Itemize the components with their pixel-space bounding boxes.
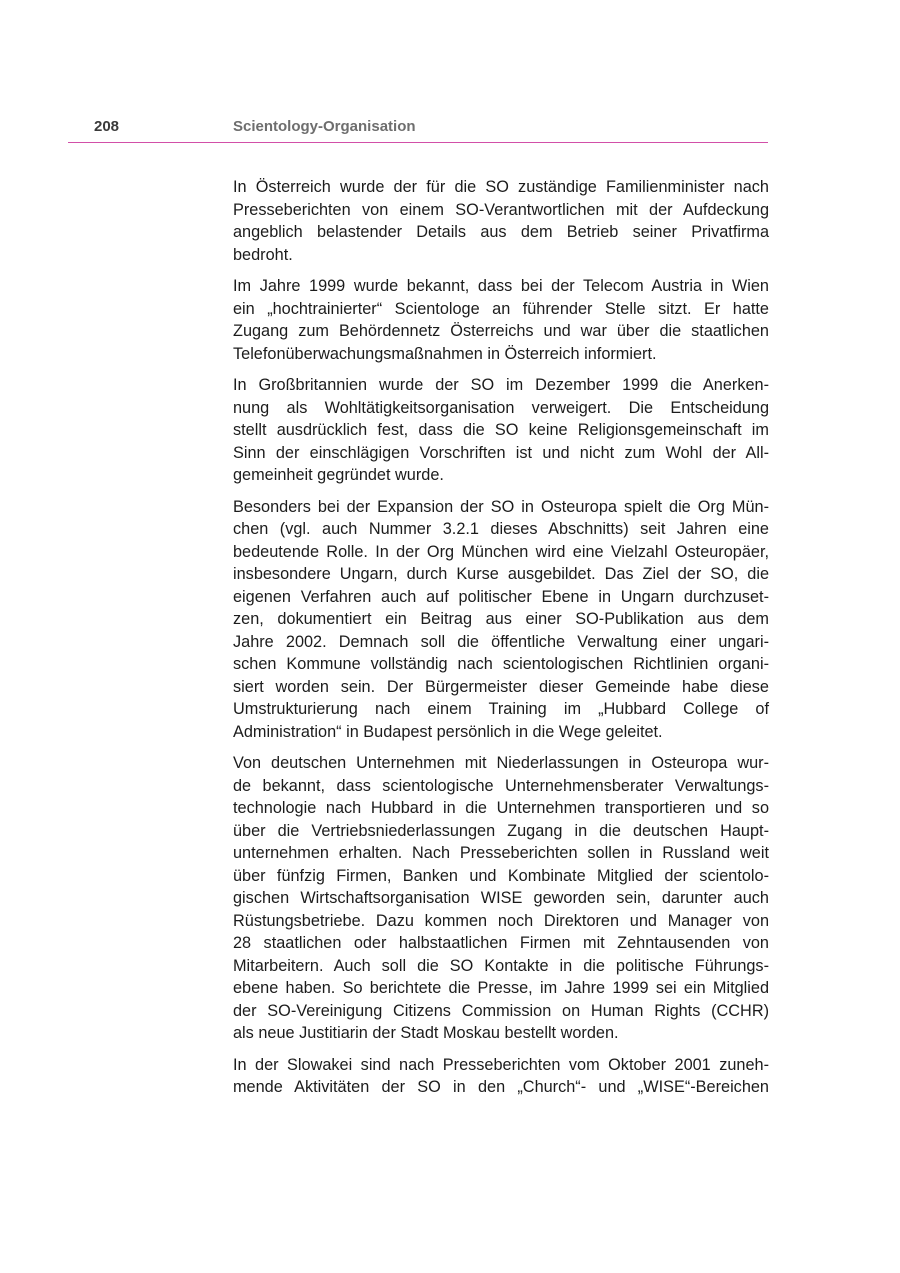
text-line: zen, dokumentiert ein Beitrag aus einer SO-Publikation aus dem — [233, 610, 769, 628]
text-line: Zugang zum Behördennetz Österreichs und war über die staatlichen — [233, 322, 769, 340]
text-line: Sinn der einschlägigen Vorschriften ist und nicht zum Wohl der All- — [233, 443, 769, 462]
text-line: Jahre 2002. Demnach soll die öffentliche Verwaltung einer ungari- — [233, 632, 769, 651]
text-line: bedroht. — [233, 245, 293, 264]
paragraph — [233, 275, 769, 365]
text-line: 28 staatlichen oder halbstaatlichen Firmen mit Zehntausenden von — [233, 934, 769, 952]
text-line: insbesondere Ungarn, durch Kurse ausgebildet. Das Ziel der SO, die — [233, 565, 769, 583]
text-line: bedeutende Rolle. In der Org München wird eine Vielzahl Osteuropäer, — [233, 542, 769, 561]
text-line: ebene haben. So berichtete die Presse, im Jahre 1999 sei ein Mitglied — [233, 979, 769, 997]
text-line: In der Slowakei sind nach Presseberichten vom Oktober 2001 zuneh- — [233, 1055, 769, 1074]
text-line: stellt ausdrücklich fest, dass die SO keine Religionsgemeinschaft im — [233, 421, 769, 439]
body-text — [233, 176, 769, 1108]
paragraph — [233, 1054, 769, 1099]
text-line: unternehmen erhalten. Nach Presseberichten sollen in Russland weit — [233, 844, 769, 862]
text-line: gischen Wirtschaftsorganisation WISE geworden sein, darunter auch — [233, 889, 769, 907]
text-line: In Österreich wurde der für die SO zuständige Familienminister nach — [233, 178, 769, 196]
text-line: nung als Wohltätigkeitsorganisation verweigert. Die Entscheidung — [233, 398, 769, 417]
text-line: ein „hochtrainierter“ Scientologe an führender Stelle sitzt. Er hatte — [233, 299, 769, 318]
text-line: Rüstungsbetriebe. Dazu kommen noch Direktoren und Manager von — [233, 911, 769, 930]
text-line: Administration“ in Budapest persönlich in die Wege geleitet. — [233, 722, 663, 741]
text-line: de bekannt, dass scientologische Unternehmensberater Verwaltungs- — [233, 776, 769, 795]
text-line: Von deutschen Unternehmen mit Niederlassungen in Osteuropa wur- — [233, 754, 769, 772]
text-line: mende Aktivitäten der SO in den „Church“- und „WISE“-Bereichen — [233, 1078, 769, 1096]
text-line: chen (vgl. auch Nummer 3.2.1 dieses Abschnitts) seit Jahren eine — [233, 520, 769, 538]
text-line: gemeinheit gegründet wurde. — [233, 466, 444, 484]
text-line: angeblich belastender Details aus dem Betrieb seiner Privatfirma — [233, 223, 769, 241]
text-line: In Großbritannien wurde der SO im Dezember 1999 die Anerken- — [233, 376, 769, 394]
text-line: technologie nach Hubbard in die Unternehmen transportieren und so — [233, 799, 769, 817]
text-line: über die Vertriebsniederlassungen Zugang in die deutschen Haupt- — [233, 821, 769, 840]
text-line: Besonders bei der Expansion der SO in Osteuropa spielt die Org Mün- — [233, 497, 769, 516]
paragraph — [233, 752, 769, 1045]
page-number: 208 — [94, 118, 120, 135]
text-line: Telefonüberwachungsmaßnahmen in Österreich informiert. — [233, 344, 657, 363]
text-line: eigenen Verfahren auch auf politischer Ebene in Ungarn durchzuset- — [233, 587, 769, 606]
text-line: siert worden sein. Der Bürgermeister dieser Gemeinde habe diese — [233, 677, 769, 696]
text-line: schen Kommune vollständig nach scientologischen Richtlinien organi- — [233, 655, 769, 673]
text-line: Umstrukturierung nach einem Training im „Hubbard College of — [233, 700, 769, 718]
text-line: Presseberichten von einem SO-Verantwortlichen mit der Aufdeckung — [233, 200, 769, 219]
text-line: Im Jahre 1999 wurde bekannt, dass bei der Telecom Austria in Wien — [233, 277, 769, 295]
paragraph — [233, 374, 769, 487]
text-line: der SO-Vereinigung Citizens Commission on Human Rights (CCHR) — [233, 1001, 769, 1020]
paragraph — [233, 496, 769, 744]
page-header — [68, 116, 768, 143]
paragraph — [233, 176, 769, 266]
running-title: Scientology-Organisation — [233, 118, 416, 135]
text-line: als neue Justitiarin der Stadt Moskau bestellt worden. — [233, 1024, 619, 1042]
text-line: Mitarbeitern. Auch soll die SO Kontakte in die politische Führungs- — [233, 956, 769, 975]
text-line: über fünfzig Firmen, Banken und Kombinate Mitglied der scientolo- — [233, 866, 769, 885]
